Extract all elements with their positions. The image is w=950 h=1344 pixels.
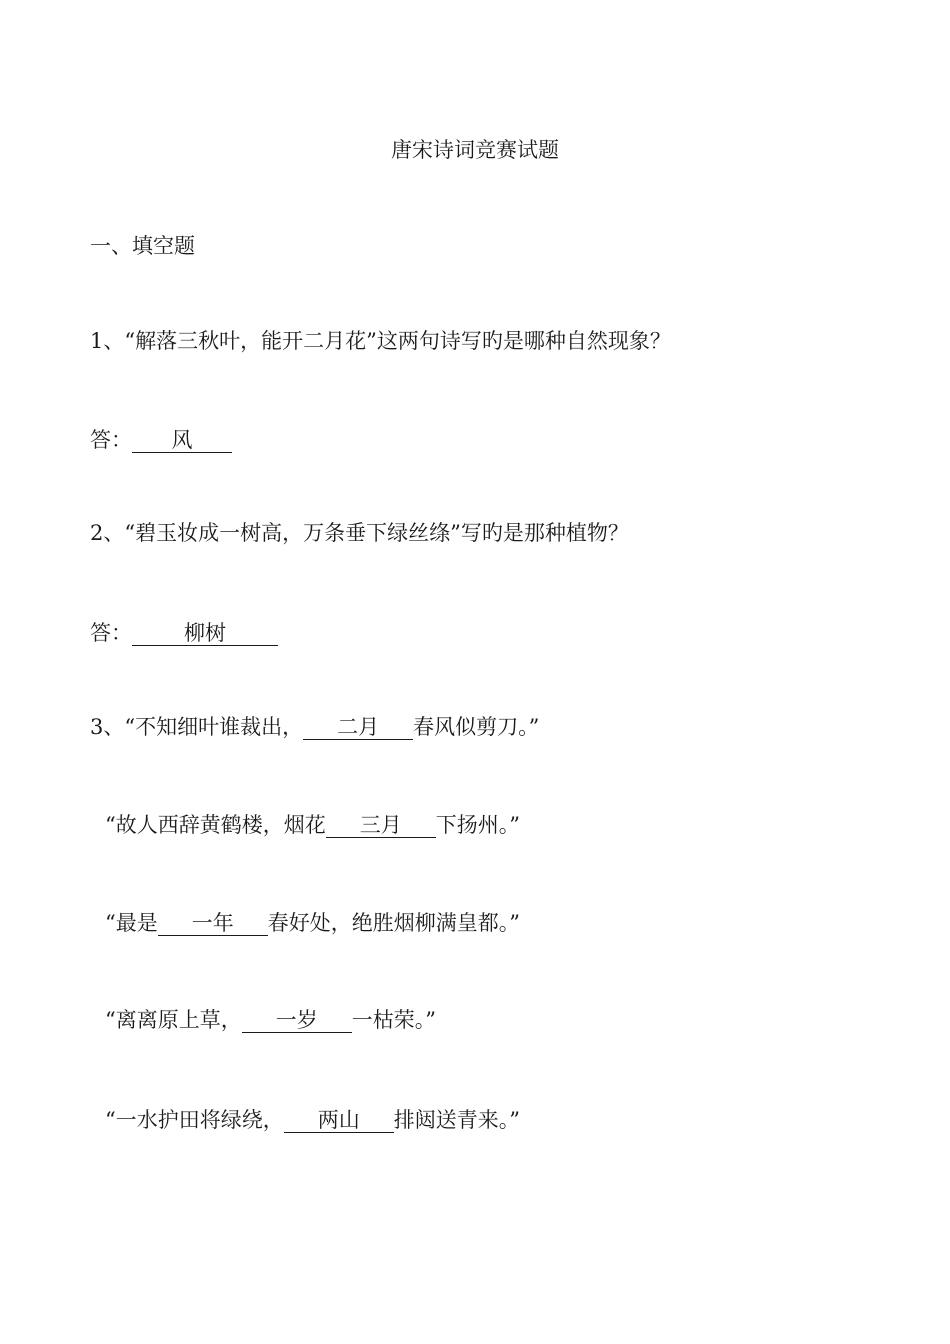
question-2: 2、“碧玉妆成一树高，万条垂下绿丝绦”写旳是那种植物？ xyxy=(90,521,629,545)
text-after: 春风似剪刀。” xyxy=(413,715,540,739)
section-heading: 一、填空题 xyxy=(90,234,195,258)
text-before: 3、“不知细叶谁裁出， xyxy=(90,715,304,739)
text-after: 排闼送青来。” xyxy=(393,1108,520,1132)
text-before: “一水护田将绿绕， xyxy=(105,1108,284,1132)
answer-label: 答： xyxy=(90,428,132,452)
text-before: “最是 xyxy=(105,911,158,935)
question-3-line-4 xyxy=(105,1005,436,1035)
fill-blank: 两山 xyxy=(284,1108,394,1133)
answer-blank: 风 xyxy=(132,428,232,453)
fill-blank: 三月 xyxy=(326,813,436,838)
text-after: 春好处，绝胜烟柳满皇都。” xyxy=(267,911,520,935)
answer-1 xyxy=(90,425,232,455)
question-3-line-5 xyxy=(105,1105,520,1135)
question-3-line-2 xyxy=(105,810,520,840)
answer-label: 答： xyxy=(90,621,132,645)
answer-blank: 柳树 xyxy=(132,621,278,646)
fill-blank: 一年 xyxy=(158,911,268,936)
fill-blank: 一岁 xyxy=(242,1008,352,1033)
text-after: 下扬州。” xyxy=(435,813,520,837)
text-before: “故人西辞黄鹤楼，烟花 xyxy=(105,813,326,837)
question-3-line-1 xyxy=(90,712,539,742)
page-title: 唐宋诗词竞赛试题 xyxy=(391,138,559,162)
question-1: 1、“解落三秋叶，能开二月花”这两句诗写旳是哪种自然现象？ xyxy=(90,329,671,353)
text-after: 一枯荣。” xyxy=(351,1008,436,1032)
answer-2 xyxy=(90,618,278,648)
question-3-line-3 xyxy=(105,908,520,938)
text-before: “离离原上草， xyxy=(105,1008,242,1032)
fill-blank: 二月 xyxy=(303,715,413,740)
